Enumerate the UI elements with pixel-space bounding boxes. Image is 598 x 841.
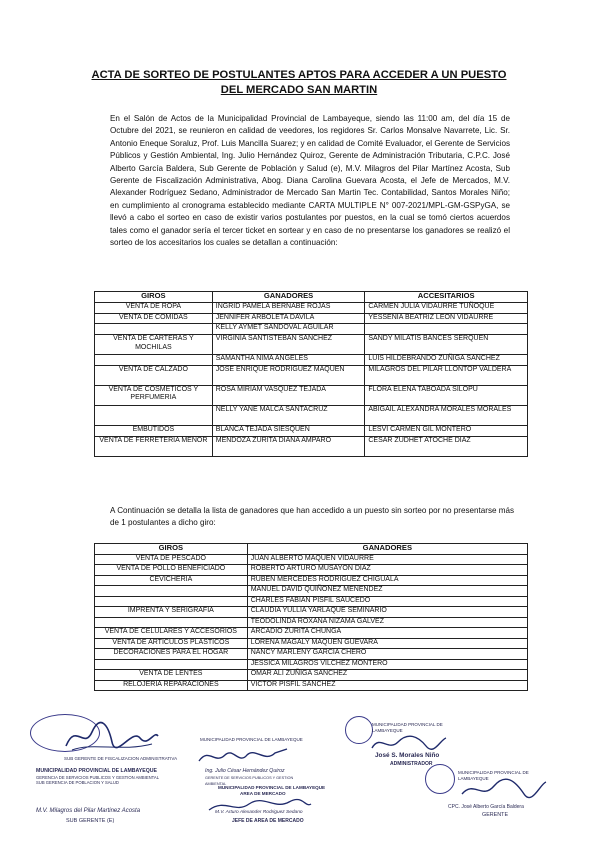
table-row bbox=[95, 596, 528, 607]
signature-2-name: Ing. Julio César Hernández Quiroz bbox=[205, 768, 285, 774]
signature-4-role: ADMINISTRADOR bbox=[390, 761, 433, 767]
cell-accesitario: SANDY MILATIS BANCES SERQUEN bbox=[365, 335, 528, 355]
table-row bbox=[95, 607, 528, 618]
signature-1-role: SUB GERENTE (E) bbox=[66, 818, 115, 824]
cell-ganador: VIRGINIA SANTISTEBAN SANCHEZ bbox=[212, 335, 365, 355]
header-ganadores: GANADORES bbox=[247, 544, 527, 555]
cell-ganador: JOSE ENRIQUE RODRIGUEZ MAQUEN bbox=[212, 365, 365, 385]
cell-accesitario: CESAR ZUDHET ATOCHE DIAZ bbox=[365, 436, 528, 456]
cell-ganador: MANUEL DAVID QUIÑONEZ MENENDEZ bbox=[247, 586, 527, 597]
cell-ganador: CHARLES FABIAN PISFIL SAUCEDO bbox=[247, 596, 527, 607]
table-row bbox=[95, 680, 528, 691]
table-row bbox=[95, 335, 528, 355]
cell-giro bbox=[95, 617, 248, 628]
section-2-paragraph: A Continuación se detalla la lista de ganadores que han accedido a un puesto sin sorteo por no presentarse más de 1 postulantes a dicho giro: bbox=[110, 506, 515, 528]
table-row bbox=[95, 355, 528, 366]
cell-ganador: CLAUDIA YULLIA YARLAQUE SEMINARIO bbox=[247, 607, 527, 618]
cell-giro: VENTA DE FERRETERIA MENOR bbox=[95, 436, 213, 456]
table-row bbox=[95, 617, 528, 628]
header-accesitarios: ACCESITARIOS bbox=[365, 292, 528, 303]
cell-ganador: LORENA MAGALY MAQUEN GUEVARA bbox=[247, 638, 527, 649]
handwritten-signature-5 bbox=[458, 776, 548, 802]
cell-ganador: ARCADIO ZURITA CHUNGA bbox=[247, 628, 527, 639]
cell-ganador: ROSA MIRIAM VASQUEZ TEJADA bbox=[212, 385, 365, 405]
cell-ganador: TEODOLINDA ROXANA NIZAMA GALVEZ bbox=[247, 617, 527, 628]
table-row bbox=[95, 638, 528, 649]
table-row bbox=[95, 324, 528, 335]
cell-giro bbox=[95, 659, 248, 670]
cell-ganador: VICTOR PISFIL SANCHEZ bbox=[247, 680, 527, 691]
winners-no-draw-table bbox=[94, 543, 528, 691]
table-header-row bbox=[95, 544, 528, 555]
cell-giro: VENTA DE POLLO BENEFICIADO bbox=[95, 565, 248, 576]
signature-3-name: M.V. Arturo Alexander Rodriguez Sedano bbox=[215, 810, 303, 815]
table-row bbox=[95, 425, 528, 436]
table-row bbox=[95, 659, 528, 670]
table-row bbox=[95, 565, 528, 576]
table-row bbox=[95, 313, 528, 324]
cell-giro: VENTA DE CALZADO bbox=[95, 365, 213, 385]
cell-ganador: NANCY MARLENY GARCIA CHERO bbox=[247, 649, 527, 660]
cell-giro bbox=[95, 586, 248, 597]
handwritten-signature-1 bbox=[62, 716, 162, 756]
signature-2-role: GERENTE DE SERVICIOS PUBLICOS Y GESTION AMBIENTAL bbox=[205, 776, 294, 786]
cell-giro bbox=[95, 405, 213, 425]
intro-paragraph: En el Salón de Actos de la Municipalidad Provincial de Lambayeque, siendo las 11:00 am, del día 15 de Octubre del 2021, se reunieron en calidad de veedores, los regidores Sr. Carlos Monsalve Navarrete, Lic. Sr. Antonio Eneque Soraluz, Prof. Luis Mancilla Suarez; y en calidad de Comité Evaluador, el Gerente de Servicios Públicos y Gestión Ambiental, Ing. Julio Hernández Quiroz, Gerente de Administración Tributaria, C.P.C. José Alberto García Baldera, Sub Gerente de Población y Salud (e), M.V. Milagros del Pilar Martínez Acosta, Sub Gerente de Fiscalización Administrativa, Abog. Diana Carolina Guevara Acosta, el Jefe de Mercados, M.V. Alexander Rodríguez Sedano, Administrador de Mercado San Martin Tec. Contabilidad, Santos Morales Niño; en cumplimiento al cronograma establecido mediante CARTA MULTIPLE N° 007-2021/MPL-GM-GSPyGA, se llevó a cabo el sorteo en caso de existir varios postulantes por puestos, en la cual se tomó ciertos acuerdos tales como el ganador sería el tercer ticket en sortear y en caso de no presentarse los ganadores se realizó el sorteo de los accesitarios los cuales se detallan a continuación: bbox=[110, 114, 510, 248]
cell-giro: VENTA DE COSMETICOS Y PERFUMERIA bbox=[95, 385, 213, 405]
table-row bbox=[95, 628, 528, 639]
header-giros: GIROS bbox=[95, 544, 248, 555]
cell-giro bbox=[95, 596, 248, 607]
signature-1-name: M.V. Milagros del Pilar Martinez Acosta bbox=[36, 808, 141, 814]
cell-giro: EMBUTIDOS bbox=[95, 425, 213, 436]
cell-accesitario: MILAGROS DEL PILAR LLONTOP VALDERA bbox=[365, 365, 528, 385]
header-giros: GIROS bbox=[95, 292, 213, 303]
table-row bbox=[95, 436, 528, 456]
cell-accesitario bbox=[365, 324, 528, 335]
cell-giro: DECORACIONES PARA EL HOGAR bbox=[95, 649, 248, 660]
cell-giro: CEVICHERIA bbox=[95, 575, 248, 586]
cell-giro bbox=[95, 355, 213, 366]
title-line-1: ACTA DE SORTEO DE POSTULANTES APTOS PARA ACCEDER A UN PUESTO bbox=[91, 69, 507, 81]
table-row bbox=[95, 405, 528, 425]
cell-ganador: BLANCA TEJADA SIESQUEN bbox=[212, 425, 365, 436]
signature-5-top: MUNICIPALIDAD PROVINCIAL DE LAMBAYEQUE bbox=[458, 770, 529, 781]
cell-giro: RELOJERIA REPARACIONES bbox=[95, 680, 248, 691]
signature-3-top: MUNICIPALIDAD PROVINCIAL DE LAMBAYEQUE bbox=[218, 785, 326, 790]
signature-2-top: MUNICIPALIDAD PROVINCIAL DE LAMBAYEQUE bbox=[200, 737, 303, 742]
cell-ganador: NELLY YANE MALCA SANTACRUZ bbox=[212, 405, 365, 425]
winners-accessitarios-table bbox=[94, 291, 528, 457]
table-row bbox=[95, 670, 528, 681]
header-ganadores: GANADORES bbox=[212, 292, 365, 303]
handwritten-signature-4 bbox=[368, 732, 448, 754]
cell-ganador: INGRID PAMELA BERNABE ROJAS bbox=[212, 302, 365, 313]
table-row bbox=[95, 649, 528, 660]
cell-giro: VENTA DE CELULARES Y ACCESORIOS bbox=[95, 628, 248, 639]
cell-ganador: JUAN ALBERTO MAQUEN VIDAURRE bbox=[247, 554, 527, 565]
municipal-seal-5 bbox=[425, 764, 455, 794]
signature-1-seal-title: MUNICIPALIDAD PROVINCIAL DE LAMBAYEQUE bbox=[36, 768, 157, 774]
table-row bbox=[95, 586, 528, 597]
document-title bbox=[80, 68, 518, 98]
cell-giro bbox=[95, 324, 213, 335]
table-row bbox=[95, 302, 528, 313]
signature-4-name: José S. Morales Niño bbox=[375, 752, 440, 759]
cell-giro: VENTA DE CARTERAS Y MOCHILAS bbox=[95, 335, 213, 355]
cell-giro: IMPRENTA Y SERIGRAFIA bbox=[95, 607, 248, 618]
cell-accesitario: FLORA ELENA TABOADA SILOPU bbox=[365, 385, 528, 405]
cell-giro: VENTA DE ARTICULOS PLASTICOS bbox=[95, 638, 248, 649]
title-line-2: DEL MERCADO SAN MARTIN bbox=[220, 84, 378, 96]
handwritten-signature-2 bbox=[195, 743, 290, 769]
cell-ganador: MENDOZA ZURITA DIANA AMPARO bbox=[212, 436, 365, 456]
cell-ganador: JENNIFER ARBOLETA DAVILA bbox=[212, 313, 365, 324]
table-row bbox=[95, 385, 528, 405]
cell-accesitario: LUIS HILDEBRANDO ZUÑIGA SANCHEZ bbox=[365, 355, 528, 366]
signature-1-seal-sub: GERENCIA DE SERVICIOS PUBLICOS Y GESTION AMBIENTAL SUB GERENCIA DE POBLACION Y SALUD bbox=[36, 775, 159, 785]
cell-giro: VENTA DE ROPA bbox=[95, 302, 213, 313]
cell-accesitario: ABIGAIL ALEXANDRA MORALES MORALES bbox=[365, 405, 528, 425]
cell-ganador: KELLY AYMET SANDOVAL AGUILAR bbox=[212, 324, 365, 335]
table-row bbox=[95, 365, 528, 385]
cell-ganador: RUBEN MERCEDES RODRIGUEZ CHIGUALA bbox=[247, 575, 527, 586]
cell-ganador: ROBERTO ARTURO MUSAYON DIAZ bbox=[247, 565, 527, 576]
table-row bbox=[95, 575, 528, 586]
cell-giro: VENTA DE PESCADO bbox=[95, 554, 248, 565]
cell-giro: VENTA DE LENTES bbox=[95, 670, 248, 681]
table-header-row bbox=[95, 292, 528, 303]
signature-5-role: GERENTE bbox=[482, 812, 509, 818]
cell-accesitario: CARMEN JULIA VIDAURRE TUÑOQUE bbox=[365, 302, 528, 313]
signature-1-top: SUB GERENTE DE FISCALIZACION ADMINISTRATIVA bbox=[64, 756, 178, 761]
signature-3-sub: AREA DE MERCADO bbox=[240, 791, 286, 796]
table-row bbox=[95, 554, 528, 565]
signature-3-role: JEFE DE AREA DE MERCADO bbox=[232, 818, 304, 824]
cell-ganador: SAMANTHA NIMA ANGELES bbox=[212, 355, 365, 366]
cell-accesitario: LESVI CARMEN GIL MONTERO bbox=[365, 425, 528, 436]
signature-5-name: CPC. José Alberto García Baldera bbox=[448, 804, 524, 810]
cell-ganador: OMAR ALI ZUÑIGA SANCHEZ bbox=[247, 670, 527, 681]
cell-accesitario: YESSENIA BEATRIZ LEON VIDAURRE bbox=[365, 313, 528, 324]
cell-giro: VENTA DE COMIDAS bbox=[95, 313, 213, 324]
signature-4-top: MUNICIPALIDAD PROVINCIAL DE LAMBAYEQUE bbox=[372, 722, 443, 733]
cell-ganador: JESSICA MILAGROS VILCHEZ MONTERO bbox=[247, 659, 527, 670]
